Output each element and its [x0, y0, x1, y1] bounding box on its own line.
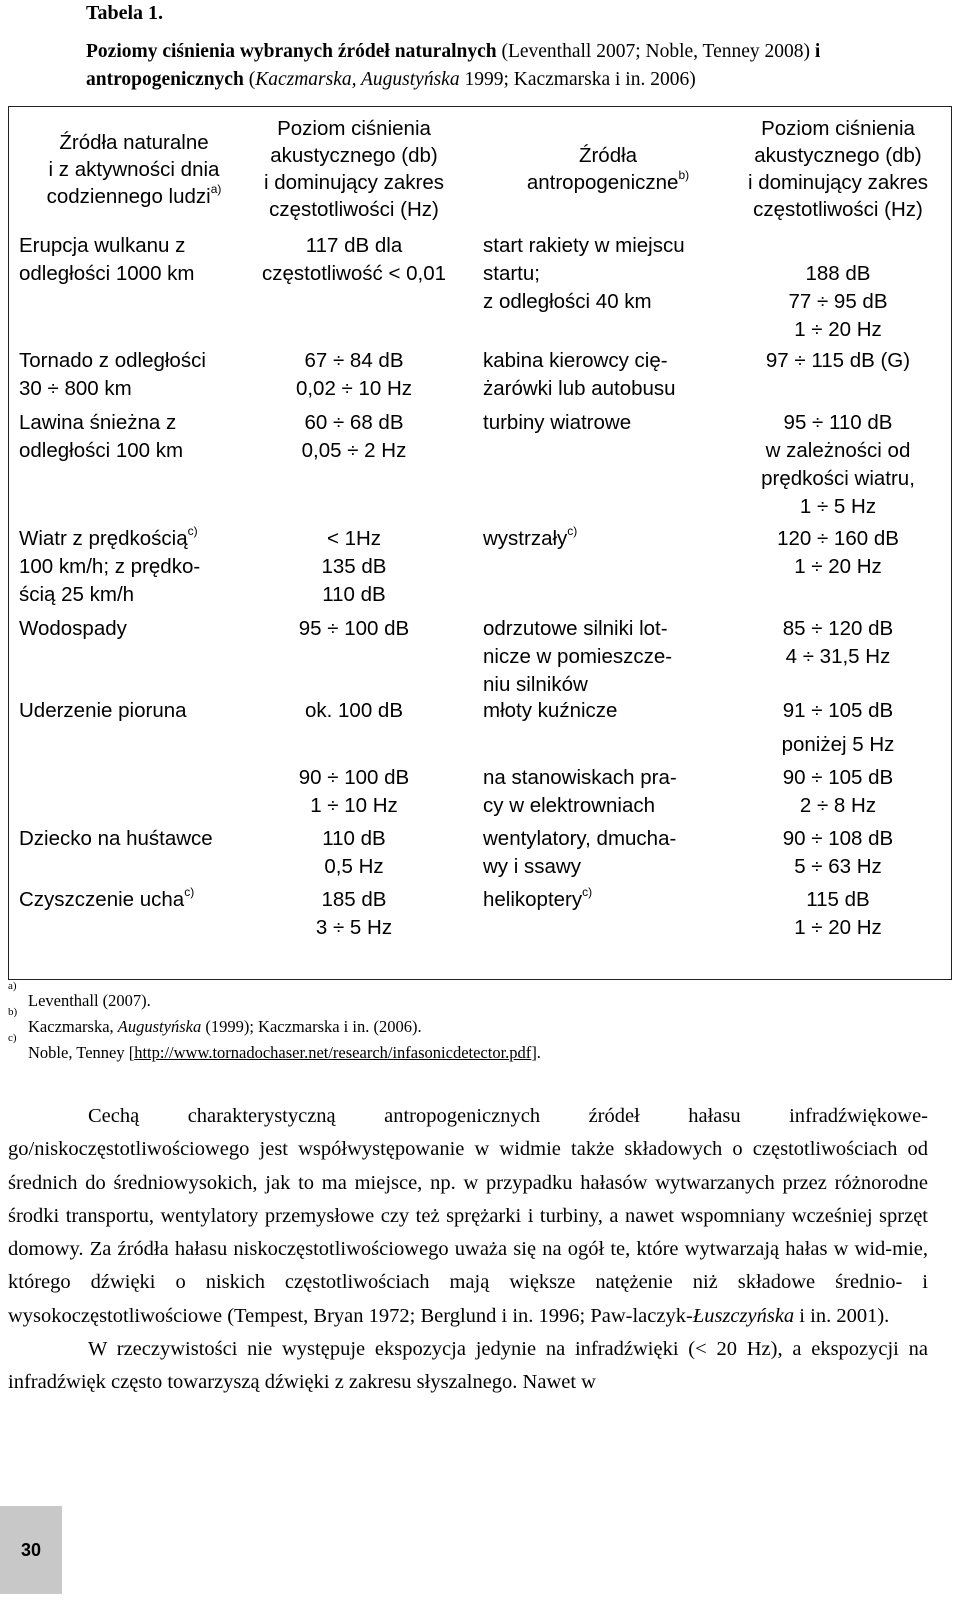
sources-table — [8, 106, 952, 980]
page-number: 30 — [0, 1506, 62, 1594]
table-row-1-natural-level: 117 dB dla częstotliwość < 0,01 — [261, 234, 447, 285]
footnote-c: c) Noble, Tenney [http://www.tornadochaser.net/research/infasonicdetector.pdf]. — [8, 1032, 541, 1062]
header-line: antropogeniczne$^{b)}$ — [526, 168, 690, 194]
table-row-7-anthropogenic-source: na stanowiskach pra- cy w elektrowniach — [483, 766, 677, 817]
header-anthropogenic-sources — [483, 142, 733, 196]
caption-bold-2: i antropogenicznych — [86, 41, 821, 90]
caption-italic: Kaczmarska, Augustyńska — [255, 69, 460, 90]
paragraph-2: W rzeczywistości nie występuje ekspozycja jedynie na infradźwięki (< 20 Hz), a ekspozycji na infradźwięk często towarzyszą dźwięki z zakresu słyszalnego. Nawet w — [8, 1338, 928, 1394]
table-row-1-anthropogenic-source: start rakiety w miejscu startu; z odległości 40 km — [483, 234, 685, 313]
header-natural-sources — [19, 129, 249, 210]
table-row-5-anthropogenic-level: 85 ÷ 120 dB 4 ÷ 31,5 Hz — [782, 617, 894, 668]
table-row-7-natural-level: 90 ÷ 100 dB 1 ÷ 10 Hz — [298, 766, 410, 817]
header-pressure-level-anthropogenic — [723, 115, 953, 223]
caption-plain-1: (Leventhall 2007; Noble, Tenney 2008) — [496, 41, 815, 62]
table-row-8-natural-level: 110 dB 0,5 Hz — [322, 827, 386, 878]
table-row-6-anthropogenic-source: młoty kuźnicze — [483, 699, 618, 722]
table-row-2-anthropogenic-source: kabina kierowcy cię- żarówki lub autobusu — [483, 349, 676, 400]
header-line: częstotliwości (Hz) — [269, 198, 439, 221]
header-line: i dominujący zakres — [263, 171, 444, 194]
caption-plain-3: 1999; Kaczmarska i in. 2006) — [459, 69, 696, 90]
table-row-2-anthropogenic-level: 97 ÷ 115 dB (G) — [765, 349, 911, 372]
footnote-a: a) Leventhall (2007). — [8, 980, 151, 1010]
table-row-9-natural-source: Czyszczenie ucha$^{c)}$ — [19, 885, 195, 911]
header-line: i z aktywności dnia — [48, 158, 220, 181]
header-line: i dominujący zakres — [747, 171, 928, 194]
table-row-4-natural-level: < 1Hz 135 dB 110 dB — [321, 527, 387, 606]
table-row-9-anthropogenic-source: helikoptery$^{c)}$ — [483, 885, 593, 911]
footnote-link[interactable]: http://www.tornadochaser.net/research/infasonicdetector.pdf — [134, 1043, 532, 1062]
table-row-5-natural-source: Wodospady — [19, 617, 127, 640]
table-row-8-natural-source: Dziecko na huśtawce — [19, 827, 213, 850]
paragraph-1: Cechą charakterystyczną antropogenicznych źródeł hałasu infradźwiękowe-go/niskoczęstotliwościowego jest współwystępowanie w widmie także składowych o częstotliwościach od średnich do średniowysokich, jak to ma miejsce, np. w przypadku hałasów wytwarzanych przez różnorodne środki transportu, wentylatory przemysłowe czy też sprężarki i turbiny, a nawet wspomniany wcześniej sprzęt domowy. Za źródła hałasu niskoczęstotliwościowego uważa się na ogół te, które wytwarzają hałas w wid-mie, którego dźwięki o niskich częstotliwościach mają większe natężenie niż składowe średnio- i wysokoczęstotliwościowe (Tempest, Bryan 1972; Berglund i in. 1996; Paw-laczyk-Łuszczyńska i in. 2001). — [8, 1105, 928, 1327]
table-row-2-natural-level: 67 ÷ 84 dB 0,02 ÷ 10 Hz — [295, 349, 413, 400]
table-row-9-anthropogenic-level: 115 dB 1 ÷ 20 Hz — [794, 888, 882, 939]
table-row-9-natural-level: 185 dB 3 ÷ 5 Hz — [315, 888, 393, 939]
table-row-6-anthropogenic-level: 91 ÷ 105 dB poniżej 5 Hz — [781, 699, 895, 756]
table-row-4-natural-source: Wiatr z prędkością$^{c)}$ 100 km/h; z prędko- ścią 25 km/h — [19, 524, 201, 606]
table-row-3-anthropogenic-source: turbiny wiatrowe — [483, 411, 632, 434]
header-line: akustycznego (db) — [270, 144, 438, 167]
table-label: Tabela 1. — [86, 2, 164, 24]
header-line: częstotliwości (Hz) — [753, 198, 923, 221]
table-row-3-anthropogenic-level: 95 ÷ 110 dB w zależności od prędkości wiatru, 1 ÷ 5 Hz — [761, 411, 915, 518]
header-line: akustycznego (db) — [754, 144, 922, 167]
caption-bold-1: Poziomy ciśnienia wybranych źródeł naturalnych — [86, 41, 497, 62]
table-row-5-natural-level: 95 ÷ 100 dB — [298, 617, 410, 640]
header-line: Źródła naturalne — [59, 131, 209, 154]
header-line: Poziom ciśnienia — [761, 117, 915, 140]
header-pressure-level-natural — [249, 115, 459, 223]
caption-plain-2: ( — [243, 69, 256, 90]
body-text — [8, 1100, 928, 1400]
table-row-5-anthropogenic-source: odrzutowe silniki lot- nicze w pomieszcze- niu silników — [483, 617, 673, 696]
table-row-4-anthropogenic-level: 120 ÷ 160 dB 1 ÷ 20 Hz — [777, 527, 899, 578]
table-row-6-natural-source: Uderzenie pioruna — [19, 699, 187, 722]
header-line: Poziom ciśnienia — [277, 117, 431, 140]
table-row-1-anthropogenic-level: 188 dB 77 ÷ 95 dB 1 ÷ 20 Hz — [788, 262, 888, 341]
table-row-2-natural-source: Tornado z odległości 30 ÷ 800 km — [19, 349, 206, 400]
table-row-6-natural-level: ok. 100 dB — [304, 699, 403, 722]
table-row-3-natural-level: 60 ÷ 68 dB 0,05 ÷ 2 Hz — [301, 411, 407, 462]
table-row-1-natural-source: Erupcja wulkanu z odległości 1000 km — [19, 234, 195, 285]
table-row-3-natural-source: Lawina śnieżna z odległości 100 km — [19, 411, 184, 462]
table-caption — [86, 38, 946, 94]
table-row-4-anthropogenic-source: wystrzały$^{c)}$ — [483, 524, 578, 550]
table-footnotes — [8, 980, 952, 1066]
footnote-b: b) Kaczmarska, Augustyńska (1999); Kaczmarska i in. (2006). — [8, 1006, 422, 1036]
header-line: Źródła — [578, 144, 638, 167]
header-line: codziennego ludzi$^{a)}$ — [46, 182, 222, 208]
table-row-8-anthropogenic-source: wentylatory, dmucha- wy i ssawy — [483, 827, 677, 878]
table-row-7-anthropogenic-level: 90 ÷ 105 dB 2 ÷ 8 Hz — [782, 766, 894, 817]
table-row-8-anthropogenic-level: 90 ÷ 108 dB 5 ÷ 63 Hz — [782, 827, 894, 878]
